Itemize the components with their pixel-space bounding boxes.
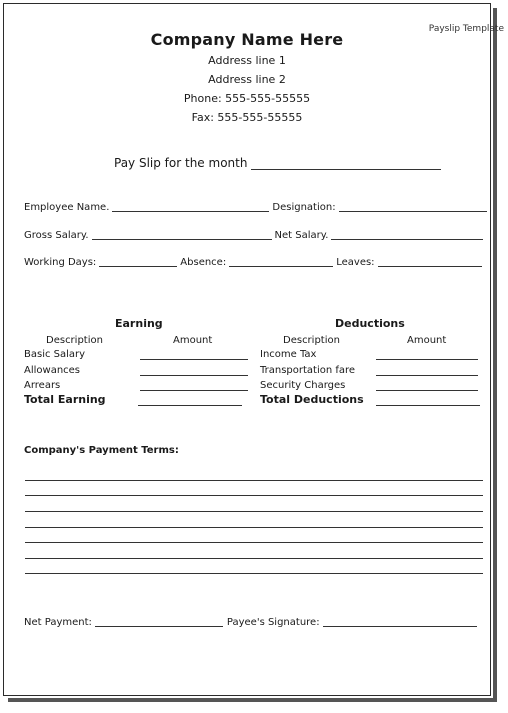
deduction-item-security: Security Charges xyxy=(260,380,346,391)
terms-line-1[interactable] xyxy=(25,480,483,481)
deduction-item-transportation: Transportation fare xyxy=(260,365,356,376)
deductions-amount-header: Amount xyxy=(407,335,447,346)
terms-line-5[interactable] xyxy=(25,542,483,543)
total-deductions-label: Total Deductions xyxy=(260,393,364,406)
leaves-label: Leaves: xyxy=(336,257,375,268)
total-earning-label: Total Earning xyxy=(24,393,106,406)
total-deductions-amount-field[interactable] xyxy=(376,405,480,406)
working-days-field[interactable] xyxy=(99,257,177,267)
gross-salary-label: Gross Salary. xyxy=(24,230,89,241)
arrears-amount-field[interactable] xyxy=(140,390,248,391)
earning-description-header: Description xyxy=(46,335,103,346)
employee-name-label: Employee Name. xyxy=(24,202,110,213)
payment-terms-title: Company's Payment Terms: xyxy=(24,445,179,456)
page-shadow-right xyxy=(493,8,497,700)
designation-field[interactable] xyxy=(339,202,487,212)
month-field[interactable] xyxy=(251,158,441,170)
attendance-row xyxy=(24,257,485,268)
address-line-2: Address line 2 xyxy=(208,73,286,86)
template-label: Payslip Template xyxy=(428,24,504,34)
page-shadow-bottom xyxy=(8,698,497,702)
payee-signature-label: Payee's Signature: xyxy=(226,617,320,628)
company-name: Company Name Here xyxy=(150,30,344,49)
earning-item-allowances: Allowances xyxy=(24,365,81,376)
terms-line-6[interactable] xyxy=(25,558,483,559)
earning-heading: Earning xyxy=(115,317,163,330)
security-charges-amount-field[interactable] xyxy=(376,390,478,391)
payee-signature-field[interactable] xyxy=(323,617,477,627)
terms-line-7[interactable] xyxy=(25,573,483,574)
earning-item-basic-salary: Basic Salary xyxy=(24,349,86,360)
allowances-amount-field[interactable] xyxy=(140,375,248,376)
address-line-1: Address line 1 xyxy=(208,54,286,67)
phone-line: Phone: 555-555-55555 xyxy=(183,92,311,105)
earning-item-arrears: Arrears xyxy=(24,380,61,391)
pay-slip-title: Pay Slip for the month xyxy=(114,156,248,170)
deduction-item-income-tax: Income Tax xyxy=(260,349,317,360)
total-earning-amount-field[interactable] xyxy=(138,405,242,406)
earning-amount-header: Amount xyxy=(173,335,213,346)
transportation-amount-field[interactable] xyxy=(376,375,478,376)
employee-name-field[interactable] xyxy=(112,202,269,212)
terms-line-3[interactable] xyxy=(25,511,483,512)
designation-label: Designation: xyxy=(272,202,336,213)
company-header xyxy=(4,30,490,127)
terms-line-4[interactable] xyxy=(25,527,483,528)
leaves-field[interactable] xyxy=(378,257,482,267)
net-payment-label: Net Payment: xyxy=(24,617,92,628)
net-salary-label: Net Salary. xyxy=(274,230,329,241)
basic-salary-amount-field[interactable] xyxy=(140,359,248,360)
salary-row xyxy=(24,230,486,241)
company-address xyxy=(4,51,490,127)
fax-line: Fax: 555-555-55555 xyxy=(191,111,303,124)
net-payment-field[interactable] xyxy=(95,617,223,627)
net-salary-field[interactable] xyxy=(331,230,483,240)
absence-label: Absence: xyxy=(180,257,227,268)
terms-line-2[interactable] xyxy=(25,495,483,496)
deductions-heading: Deductions xyxy=(335,317,405,330)
gross-salary-field[interactable] xyxy=(92,230,272,240)
payslip-page xyxy=(3,3,504,696)
signature-row xyxy=(24,617,481,628)
working-days-label: Working Days: xyxy=(24,257,97,268)
pay-slip-title-row xyxy=(114,156,441,170)
employee-row xyxy=(24,202,490,213)
absence-field[interactable] xyxy=(229,257,333,267)
deductions-description-header: Description xyxy=(283,335,340,346)
income-tax-amount-field[interactable] xyxy=(376,359,478,360)
